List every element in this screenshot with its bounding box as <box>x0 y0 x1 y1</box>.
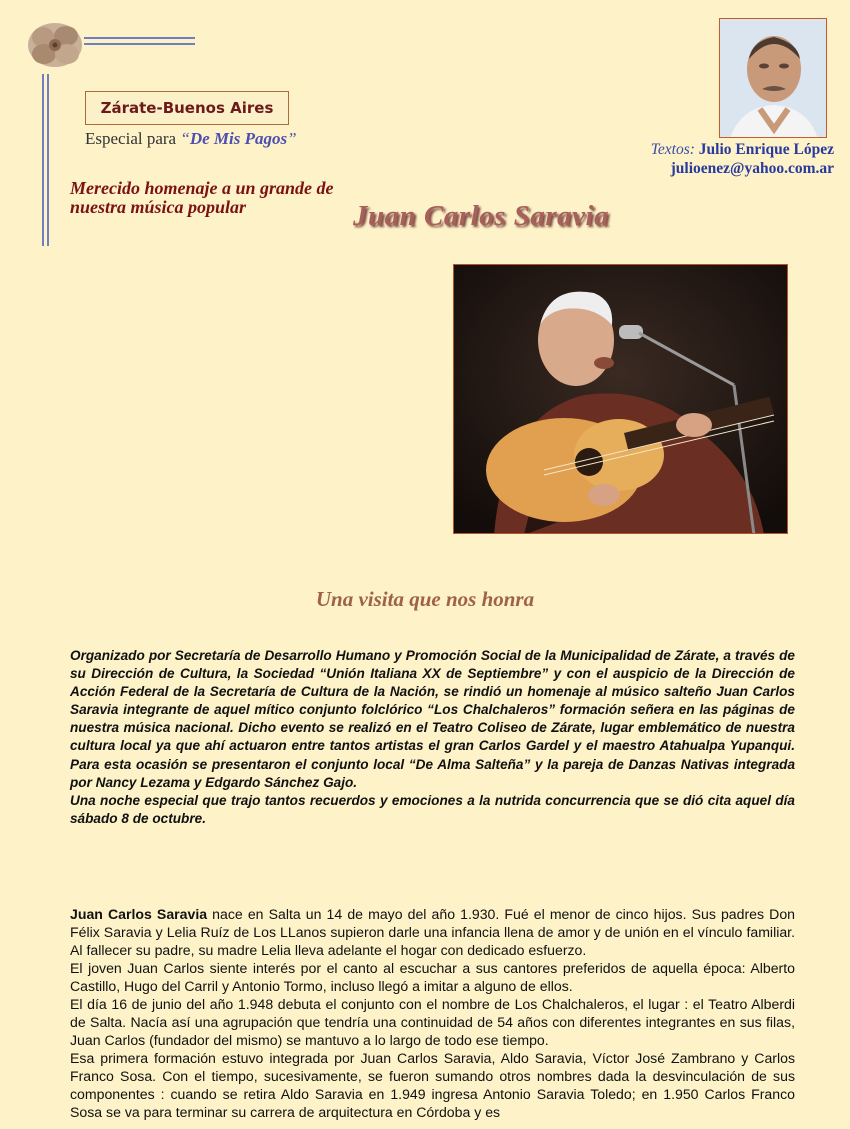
lead-p1: Organizado por Secretaría de Desarrollo Humano y Promoción Social de la Municipalidad de Zárate, a través de su Dirección de Cultura, la Sociedad “Unión Italiana XX de Septiembre” y con el auspicio de la Dirección de Acción Federal de la Secretaría de Cultura de la Nación, se rindió un homenaje al músico salteño Juan Carlos Saravia integrante de aquel mítico conjunto folclórico “Los Chalchaleros” formación señera en las páginas de nuestra música nacional. Dicho evento se realizó en el Teatro Coliseo de Zárate, lugar emblemático de nuestra cultura local ya que ahí actuaron entre tantos artistas el gran Carlos Gardel y el maestro Atahualpa Yupanqui. Para esta ocasión se presentaron el conjunto local “De Alma Salteña” y la pareja de Danzas Nativas integrada por Nancy Lezama y Edgardo Sánchez Gajo. <box>70 648 795 790</box>
top-rule-2 <box>84 43 195 45</box>
publication-name: De Mis Pagos <box>189 129 288 148</box>
author-photo <box>719 18 827 138</box>
author-email[interactable]: julioenez@yahoo.com.ar <box>670 160 834 177</box>
author-name: Julio Enrique López <box>698 141 834 158</box>
section-subhead: Una visita que nos honra <box>315 587 535 611</box>
lead-paragraph <box>70 647 795 828</box>
headline: Juan Carlos Saravia <box>353 200 610 232</box>
body-p1-name: Juan Carlos Saravia <box>70 906 208 922</box>
credit-block <box>651 140 834 178</box>
top-rule-1 <box>84 37 195 39</box>
side-rule-2 <box>47 74 49 246</box>
body-p2: El joven Juan Carlos siente interés por el canto al escuchar a sus cantores preferidos de aquella época: Alberto Castillo, Hugo del Carril y Antonio Tormo, incluso llegó a imitar a alguno de ellos. <box>70 960 795 994</box>
especial-prefix: Especial para <box>85 129 181 148</box>
kicker-line-1: Merecido homenaje a un grande de <box>70 178 334 198</box>
side-rule-1 <box>42 74 44 246</box>
credit-label: Textos: <box>650 141 695 158</box>
especial-line: Especial para “De Mis Pagos” <box>85 129 297 148</box>
location-badge: Zárate-Buenos Aires <box>85 91 289 125</box>
body-p1-rest: nace en Salta un 14 de mayo del año 1.930. Fué el menor de cinco hijos. Sus padres Don Félix Saravia y Lelia Ruíz de Los LLanos supieron darle una infancia llena de amor y de unión en el vínculo familiar. Al fallecer su padre, su madre Lelia lleva adelante el hogar con dedicado esfuerzo. <box>70 906 795 958</box>
body-p4: Esa primera formación estuvo integrada por Juan Carlos Saravia, Aldo Saravia, Víctor José Zambrano y Carlos Franco Sosa. Con el tiempo, sucesivamente, se fueron sumando otros nombres dada la desvinculación de sus componentes : cuando se retira Aldo Saravia en 1.949 ingresa Antonio Saravia Toledo; en 1.950 Carlos Franco Sosa se va para terminar su carrera de arquitectura en Córdoba y es <box>70 1050 795 1120</box>
body-text <box>70 905 795 1121</box>
kicker-line-2: nuestra música popular <box>70 197 247 217</box>
singer-photo <box>453 264 788 534</box>
lead-p2: Una noche especial que trajo tantos recuerdos y emociones a la nutrida concurrencia que se dió cita aquel día sábado 8 de octubre. <box>70 792 795 826</box>
body-p3: El día 16 de junio del año 1.948 debuta el conjunto con el nombre de Los Chalchaleros, el lugar : el Teatro Alberdi de Salta. Nacía así una agrupación que tendría una continuidad de 54 años con diferentes integrantes en sus filas, Juan Carlos (fundador del mismo) se mantuvo a lo largo de todo ese tiempo. <box>70 996 795 1048</box>
flower-logo <box>26 20 84 70</box>
body-p1 <box>70 905 795 959</box>
